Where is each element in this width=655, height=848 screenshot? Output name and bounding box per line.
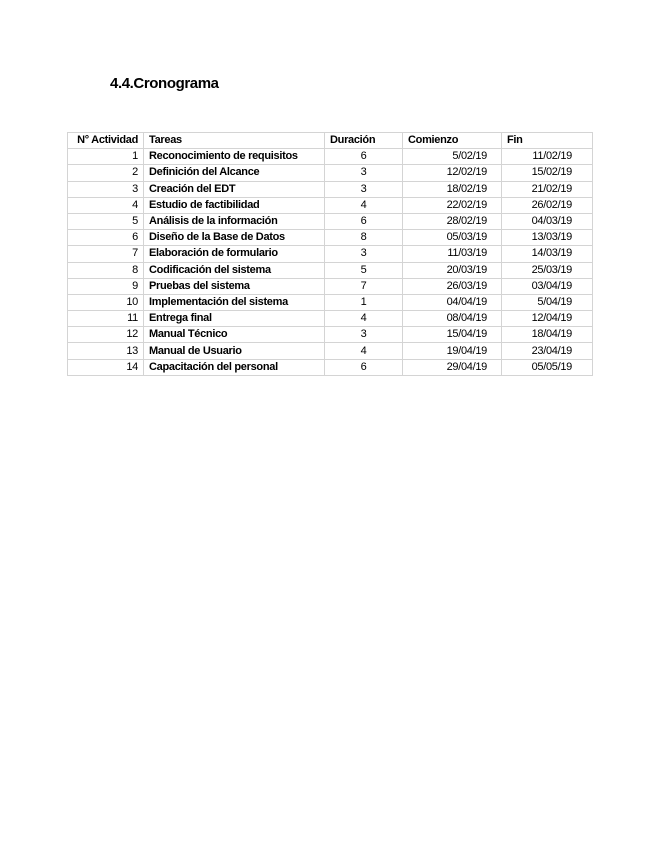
- end-date: 26/02/19: [502, 197, 593, 213]
- table-row: [68, 213, 593, 229]
- start-date: 19/04/19: [403, 343, 502, 359]
- activity-number: 13: [68, 343, 144, 359]
- end-date: 14/03/19: [502, 246, 593, 262]
- header-duration: Duración: [325, 133, 403, 149]
- table-row: [68, 262, 593, 278]
- activity-number: 14: [68, 359, 144, 375]
- duration: 6: [325, 213, 403, 229]
- duration: 5: [325, 262, 403, 278]
- duration: 4: [325, 197, 403, 213]
- duration: 3: [325, 246, 403, 262]
- schedule-table-container: [67, 132, 593, 376]
- start-date: 20/03/19: [403, 262, 502, 278]
- activity-number: 1: [68, 149, 144, 165]
- task-name: Estudio de factibilidad: [144, 197, 325, 213]
- header-activity-number: N° Actividad: [68, 133, 144, 149]
- start-date: 12/02/19: [403, 165, 502, 181]
- end-date: 25/03/19: [502, 262, 593, 278]
- header-tasks: Tareas: [144, 133, 325, 149]
- task-name: Diseño de la Base de Datos: [144, 230, 325, 246]
- activity-number: 8: [68, 262, 144, 278]
- task-name: Pruebas del sistema: [144, 278, 325, 294]
- start-date: 05/03/19: [403, 230, 502, 246]
- table-row: [68, 165, 593, 181]
- activity-number: 9: [68, 278, 144, 294]
- duration: 7: [325, 278, 403, 294]
- table-row: [68, 294, 593, 310]
- end-date: 23/04/19: [502, 343, 593, 359]
- table-row: [68, 278, 593, 294]
- start-date: 18/02/19: [403, 181, 502, 197]
- header-end: Fin: [502, 133, 593, 149]
- task-name: Elaboración de formulario: [144, 246, 325, 262]
- table-header-row: [68, 133, 593, 149]
- activity-number: 3: [68, 181, 144, 197]
- task-name: Definición del Alcance: [144, 165, 325, 181]
- table-row: [68, 311, 593, 327]
- table-row: [68, 359, 593, 375]
- start-date: 11/03/19: [403, 246, 502, 262]
- start-date: 28/02/19: [403, 213, 502, 229]
- end-date: 18/04/19: [502, 327, 593, 343]
- end-date: 13/03/19: [502, 230, 593, 246]
- header-start: Comienzo: [403, 133, 502, 149]
- duration: 6: [325, 149, 403, 165]
- activity-number: 6: [68, 230, 144, 246]
- duration: 4: [325, 311, 403, 327]
- task-name: Capacitación del personal: [144, 359, 325, 375]
- task-name: Codificación del sistema: [144, 262, 325, 278]
- task-name: Reconocimiento de requisitos: [144, 149, 325, 165]
- task-name: Manual de Usuario: [144, 343, 325, 359]
- start-date: 04/04/19: [403, 294, 502, 310]
- duration: 4: [325, 343, 403, 359]
- activity-number: 5: [68, 213, 144, 229]
- end-date: 04/03/19: [502, 213, 593, 229]
- table-row: [68, 197, 593, 213]
- end-date: 5/04/19: [502, 294, 593, 310]
- table-row: [68, 246, 593, 262]
- table-row: [68, 230, 593, 246]
- activity-number: 7: [68, 246, 144, 262]
- table-row: [68, 181, 593, 197]
- table-body: [68, 149, 593, 376]
- activity-number: 11: [68, 311, 144, 327]
- section-heading: 4.4.Cronograma: [110, 75, 219, 92]
- table-row: [68, 327, 593, 343]
- start-date: 22/02/19: [403, 197, 502, 213]
- duration: 3: [325, 327, 403, 343]
- task-name: Implementación del sistema: [144, 294, 325, 310]
- task-name: Creación del EDT: [144, 181, 325, 197]
- start-date: 26/03/19: [403, 278, 502, 294]
- schedule-table: [67, 132, 593, 376]
- end-date: 11/02/19: [502, 149, 593, 165]
- start-date: 15/04/19: [403, 327, 502, 343]
- end-date: 03/04/19: [502, 278, 593, 294]
- duration: 8: [325, 230, 403, 246]
- end-date: 12/04/19: [502, 311, 593, 327]
- start-date: 29/04/19: [403, 359, 502, 375]
- task-name: Análisis de la información: [144, 213, 325, 229]
- end-date: 05/05/19: [502, 359, 593, 375]
- start-date: 08/04/19: [403, 311, 502, 327]
- task-name: Entrega final: [144, 311, 325, 327]
- task-name: Manual Técnico: [144, 327, 325, 343]
- activity-number: 10: [68, 294, 144, 310]
- end-date: 21/02/19: [502, 181, 593, 197]
- table-row: [68, 149, 593, 165]
- activity-number: 2: [68, 165, 144, 181]
- table-row: [68, 343, 593, 359]
- duration: 1: [325, 294, 403, 310]
- activity-number: 12: [68, 327, 144, 343]
- duration: 3: [325, 181, 403, 197]
- duration: 3: [325, 165, 403, 181]
- activity-number: 4: [68, 197, 144, 213]
- end-date: 15/02/19: [502, 165, 593, 181]
- start-date: 5/02/19: [403, 149, 502, 165]
- duration: 6: [325, 359, 403, 375]
